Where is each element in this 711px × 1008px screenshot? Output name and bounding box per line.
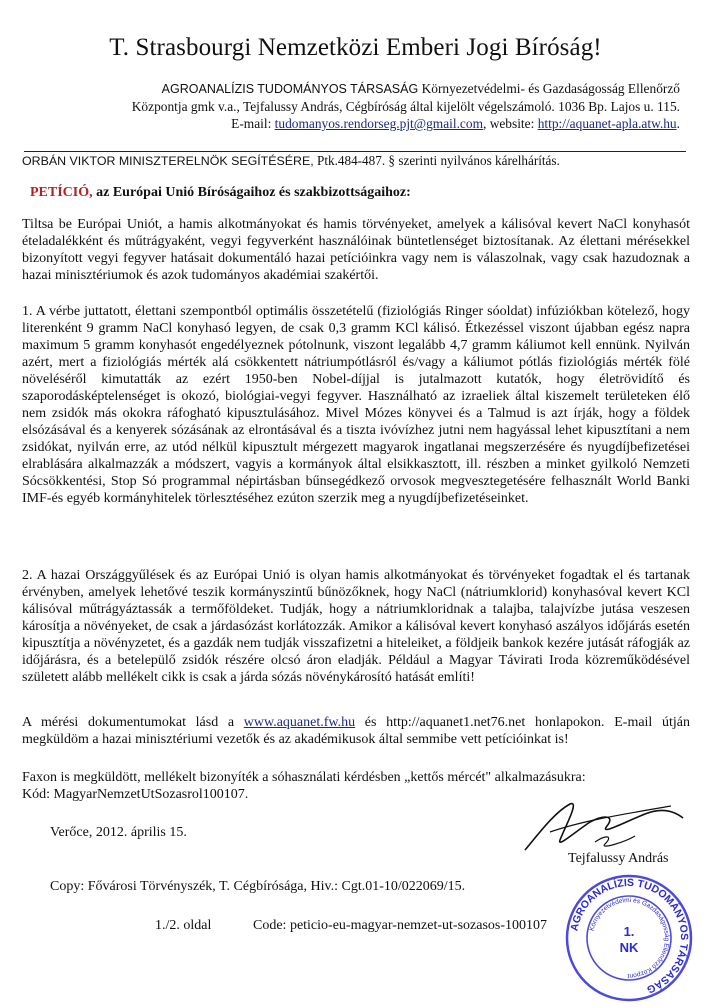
page-number: 1./2. oldal <box>155 918 212 933</box>
org-line-1 <box>40 80 680 98</box>
header-divider <box>24 151 686 152</box>
website-link[interactable]: http://aquanet-apla.atw.hu <box>537 116 677 131</box>
stamp-outer-text: AGROANALÍZIS TUDOMÁNYOS TÁRSASÁG <box>568 876 691 996</box>
stamp-mark: NK <box>619 940 639 955</box>
paragraph-documents <box>22 714 690 748</box>
website-end: . <box>676 116 680 131</box>
aquanet-link[interactable]: www.aquanet.fw.hu <box>243 715 356 730</box>
paragraph-intro: Tiltsa be Európai Uniót, a hamis alkotmányokat és hamis törvényeket, amelyek a kálisóval kevert NaCl konyhasót ételadalékként és műtrágyaként, vegyi fegyverként használóinak büntetlenséget biztosítanak. Az élettani mérésekkel bizonyított vegyi fegyver hatásait dokumentáló hazai petícióinkra vagy nem is válaszolnak, vagy csak hazudoznak a hazai minisztériumok és azok tudományos akadémiai szakértői. <box>22 217 690 283</box>
org-line-2: Központja gmk v.a., Tejfalussy András, Cégbíróság által kijelölt végelszámoló. 1036 Bp. Lajos u. 115. <box>131 99 680 114</box>
fax-line: Faxon is megküldött, mellékelt bizonyíték a sóhasználati kérdésben „kettős mércét" alkalmazásukra: <box>22 770 586 785</box>
org-name: AGROANALÍZIS TUDOMÁNYOS TÁRSASÁG <box>161 82 419 96</box>
email-label: E-mail: <box>231 116 272 131</box>
paragraph-documents-start: A mérési dokumentumokat lásd a <box>22 715 235 730</box>
petition-label: PETÍCIÓ, <box>30 185 93 200</box>
page-title: T. Strasbourgi Nemzetközi Emberi Jogi Bíróság! <box>109 34 602 61</box>
recipient-line <box>22 153 686 169</box>
stamp-inner-text: Környezetvédelmi és Gazdaságosság Ellenőrző Központ <box>588 896 671 980</box>
paragraph-2: 2. A hazai Országgyűlések és az Európai Unió is olyan hamis alkotmányokat és törvényeket fogadtak el és tartanak érvényben, amelyek lehetővé teszik kormányszintű bűnözőknek, hogy NaCl (nátriumklorid) konyhasóval kevert KCl kálisóval műtrágyáztassák a termőföldeket. Tudják, hogy a nátriumkloridnak a talajba, talajvízbe jutása veszesen károsítja a növényeket, de csak a járdasózást korlátozzák. Amikor a kálisóval kevert konyhasó aszályos időjárás esetén kipusztítja a növényzetet, és a gazdák nem tudják visszafizetni a hiteleiket, a földjeik bankok kezére jutását ráfogják az időjárásra, és a betelepülő zsidók részére olcsó áron eladják. Például a Magyar Távirati Iroda közreműködésével született alább mellékelt cikk is csak a járda sózás növénykárosító hatását említi! <box>22 568 690 685</box>
stamp-number: 1. <box>623 924 635 939</box>
document-code: Code: peticio-eu-magyar-nemzet-ut-sozasos-100107 <box>253 918 548 933</box>
code-line: Kód: MagyarNemzetUtSozasrol100107. <box>22 787 249 802</box>
paragraph-1: 1. A vérbe juttatott, élettani szempontból optimális összetételű (fiziológiás Ringer sóoldat) infúziókban kötelező, hogy literenként 9 gramm NaCl konyhasó legyen, de csak 0,3 gramm KCl kálisó. Étkezéssel viszont újabban egész napra maximum 5 gramm konyhasót engedélyeznek pótolnunk, viszont legalább 4,7 gramm káliumot kell ennünk. Nyilván azért, mert a fiziológiás mérték alá csökkentett nátriumpótlásról és/vagy a káliumot pótlás fiziológiás mérték fölé növeléséről kimutatták az ezért 1950-ben Nobel-díjjal is jutalmazott kutatók, hogy életrövidítő és szaporodásképtelenséget is okozó, biológiai-vegyi fegyver. Használható az izraeliek által kiszemelt területeken élő nem zsidók más okokra ráfogható kipusztulásához. Mivel Mózes könyvei és a Talmud is azt írják, hogy a földek elsózásával és a kenyerek sózásának az elrontásával és a tiszta ivóvízhez jutni nem hagyással lehet kipusztítani a nem zsidókat, nyilván erre, az utód nélkül kipusztult mérgezett magyarok ingatlanai megszerzésére és nyugdíjbefizetései elrablására alkalmazzák a módszert, vagyis a kormányok által elsikkasztott, ill. részben a minket gyilkoló Nemzeti Sócsökkentési, Stop Só programmal népirtásban bűnsegédkező orvosok megvesztegetésére felhasznált World Banki IMF-és egyéb kormányhitelek törlesztéséhez ezúton szerzik meg a nyugdíjbefizetéseinket. <box>22 304 690 506</box>
date-line: Verőce, 2012. április 15. <box>50 825 187 840</box>
recipient-name: ORBÁN VIKTOR MINISZTERELNÖK SEGÍTÉSÉRE, <box>22 154 314 168</box>
petition-rest: az Európai Unió Bíróságaihoz és szakbizottságaihoz: <box>96 185 411 200</box>
round-stamp <box>563 872 695 1004</box>
signer-name: Tejfalussy András <box>568 851 669 866</box>
recipient-rest: Ptk.484-487. § szerinti nyilvános kárelhárítás. <box>317 153 560 168</box>
email-link[interactable]: tudomanyos.rendorseg.pjt@gmail.com <box>274 116 483 131</box>
copy-line: Copy: Fővárosi Törvényszék, T. Cégbírósága, Hiv.: Cgt.01-10/022069/15. <box>50 879 466 894</box>
petition-heading <box>30 185 411 201</box>
organization-header <box>40 80 680 132</box>
paragraph-documents-end: és http://aquanet1.net76.net honlapokon. E-mail útján megküldöm a hazai minisztériumi vezetők és az akadémikusok által semmibe vett petícióinkat is! <box>22 715 690 747</box>
website-label: , website: <box>483 116 535 131</box>
contact-line <box>40 115 680 132</box>
org-line-1-rest: Környezetvédelmi- és Gazdaságosság Ellenőrző <box>421 81 680 96</box>
